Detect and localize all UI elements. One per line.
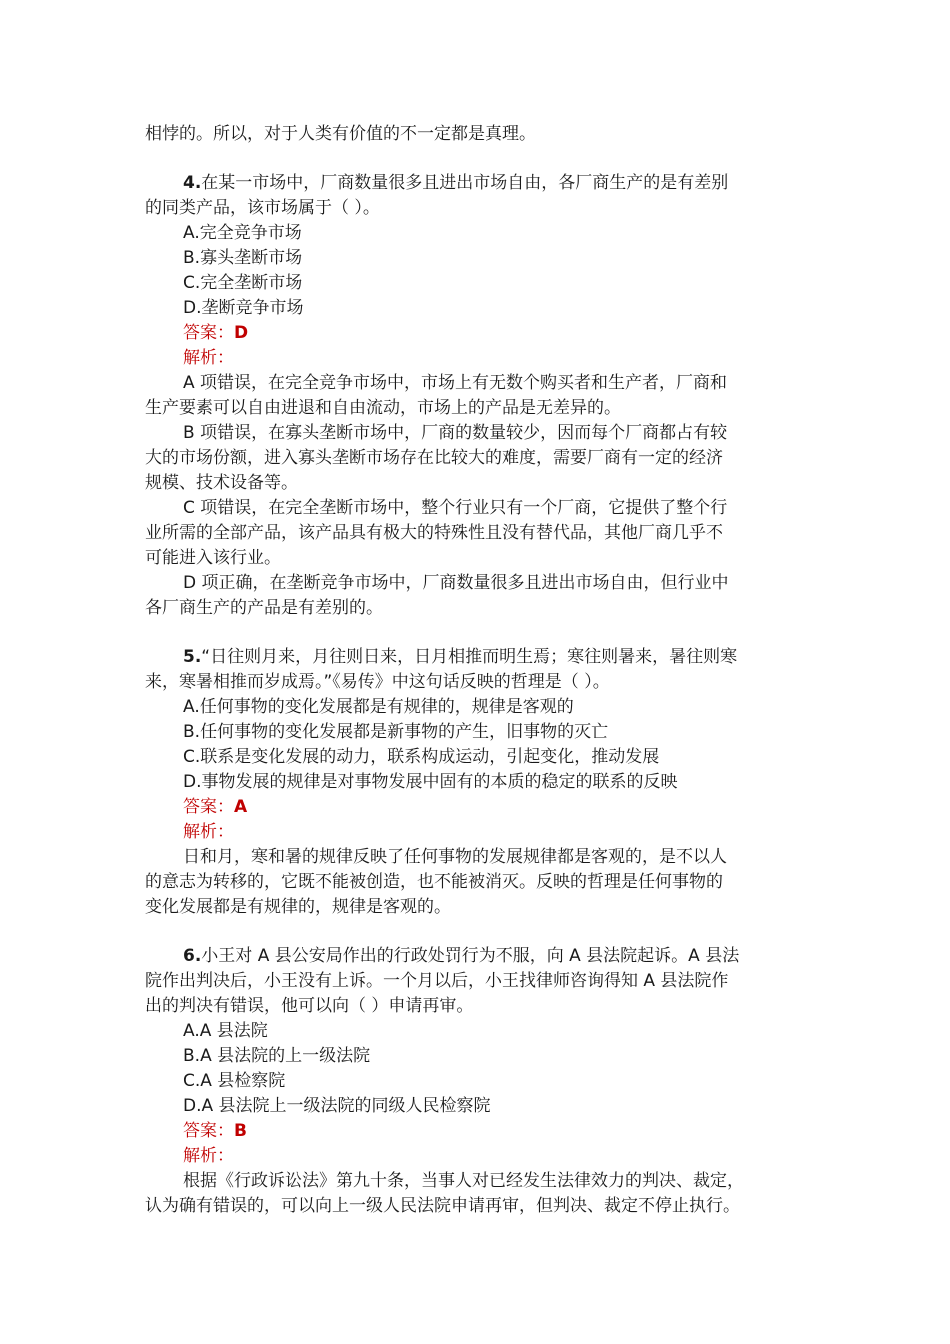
- analysis-label: 解析：: [183, 348, 234, 368]
- analysis-line: 的意志为转移的，它既不能被创造，也不能被消灭。反映的哲理是任何事物的: [145, 872, 723, 892]
- question-6: [145, 944, 813, 1219]
- analysis-line: B 项错误，在寡头垄断市场中，厂商的数量较少，因而每个厂商都占有较: [183, 423, 728, 443]
- option-c: C.联系是变化发展的动力，联系构成运动，引起变化，推动发展: [183, 747, 660, 767]
- answer-label: 答案：: [183, 323, 234, 343]
- analysis-line: 日和月，寒和暑的规律反映了任何事物的发展规律都是客观的，是不以人: [183, 847, 727, 867]
- answer-value: D: [234, 323, 249, 343]
- analysis-line: 生产要素可以自由进退和自由流动，市场上的产品是无差异的。: [145, 398, 621, 418]
- answer-line: [145, 1119, 813, 1144]
- option-b: B.寡头垄断市场: [183, 248, 303, 268]
- answer-value: A: [234, 797, 248, 817]
- question-number: 5.: [183, 647, 202, 667]
- analysis-line: 规模、技术设备等。: [145, 473, 298, 493]
- question-stem-line: 出的判决有错误，他可以向（ ）申请再审。: [145, 996, 474, 1016]
- analysis-line: D 项正确，在垄断竞争市场中，厂商数量很多且进出市场自由，但行业中: [183, 573, 729, 593]
- question-stem-line: 6.小王对 A 县公安局作出的行政处罚行为不服，向 A 县法院起诉。A 县法: [183, 946, 740, 966]
- analysis-line: 可能进入该行业。: [145, 548, 281, 568]
- question-stem-line: 来，寒暑相推而岁成焉。”《易传》中这句话反映的哲理是（ ）。: [145, 672, 610, 692]
- question-stem-line: 院作出判决后，小王没有上诉。一个月以后，小王找律师咨询得知 A 县法院作: [145, 971, 729, 991]
- option-d: D.垄断竞争市场: [183, 298, 304, 318]
- analysis-line: A 项错误，在完全竞争市场中，市场上有无数个购买者和生产者，厂商和: [183, 373, 728, 393]
- analysis-line: 大的市场份额，进入寡头垄断市场存在比较大的难度，需要厂商有一定的经济: [145, 448, 723, 468]
- option-c: C.A 县检察院: [183, 1071, 286, 1091]
- option-a: A.任何事物的变化发展都是有规律的，规律是客观的: [183, 697, 574, 717]
- question-stem-line: 5.“日往则月来，月往则日来，日月相推而明生焉；寒往则暑来，暑往则寒: [183, 647, 738, 667]
- question-stem-line: 的同类产品，该市场属于（ ）。: [145, 198, 380, 218]
- answer-line: [145, 795, 813, 820]
- analysis-line: 根据《行政诉讼法》第九十条，当事人对已经发生法律效力的判决、裁定，: [183, 1171, 744, 1191]
- analysis-label: 解析：: [183, 1146, 234, 1166]
- answer-line: [145, 321, 813, 346]
- answer-label: 答案：: [183, 1121, 234, 1141]
- analysis-line: 各厂商生产的产品是有差别的。: [145, 598, 383, 618]
- answer-label: 答案：: [183, 797, 234, 817]
- option-a: A.A 县法院: [183, 1021, 268, 1041]
- question-4: [145, 171, 813, 621]
- option-d: D.事物发展的规律是对事物发展中固有的本质的稳定的联系的反映: [183, 772, 678, 792]
- spacer: [145, 920, 813, 944]
- analysis-line: 认为确有错误的，可以向上一级人民法院申请再审，但判决、裁定不停止执行。: [145, 1196, 740, 1216]
- spacer: [145, 621, 813, 645]
- analysis-line: C 项错误，在完全垄断市场中，整个行业只有一个厂商，它提供了整个行: [183, 498, 728, 518]
- option-a: A.完全竞争市场: [183, 223, 302, 243]
- option-b: B.任何事物的变化发展都是新事物的产生，旧事物的灭亡: [183, 722, 609, 742]
- spacer: [145, 147, 813, 171]
- option-c: C.完全垄断市场: [183, 273, 303, 293]
- question-number: 4.: [183, 173, 202, 193]
- document-content: [145, 122, 813, 1219]
- answer-value: B: [234, 1121, 247, 1141]
- intro-line: 相悖的。所以，对于人类有价值的不一定都是真理。: [145, 124, 536, 144]
- analysis-line: 变化发展都是有规律的，规律是客观的。: [145, 897, 451, 917]
- option-d: D.A 县法院上一级法院的同级人民检察院: [183, 1096, 491, 1116]
- analysis-label: 解析：: [183, 822, 234, 842]
- question-5: [145, 645, 813, 920]
- analysis-line: 业所需的全部产品，该产品具有极大的特殊性且没有替代品，其他厂商几乎不: [145, 523, 723, 543]
- option-b: B.A 县法院的上一级法院: [183, 1046, 371, 1066]
- question-number: 6.: [183, 946, 202, 966]
- question-stem-line: 4.在某一市场中，厂商数量很多且进出市场自由，各厂商生产的是有差别: [183, 173, 729, 193]
